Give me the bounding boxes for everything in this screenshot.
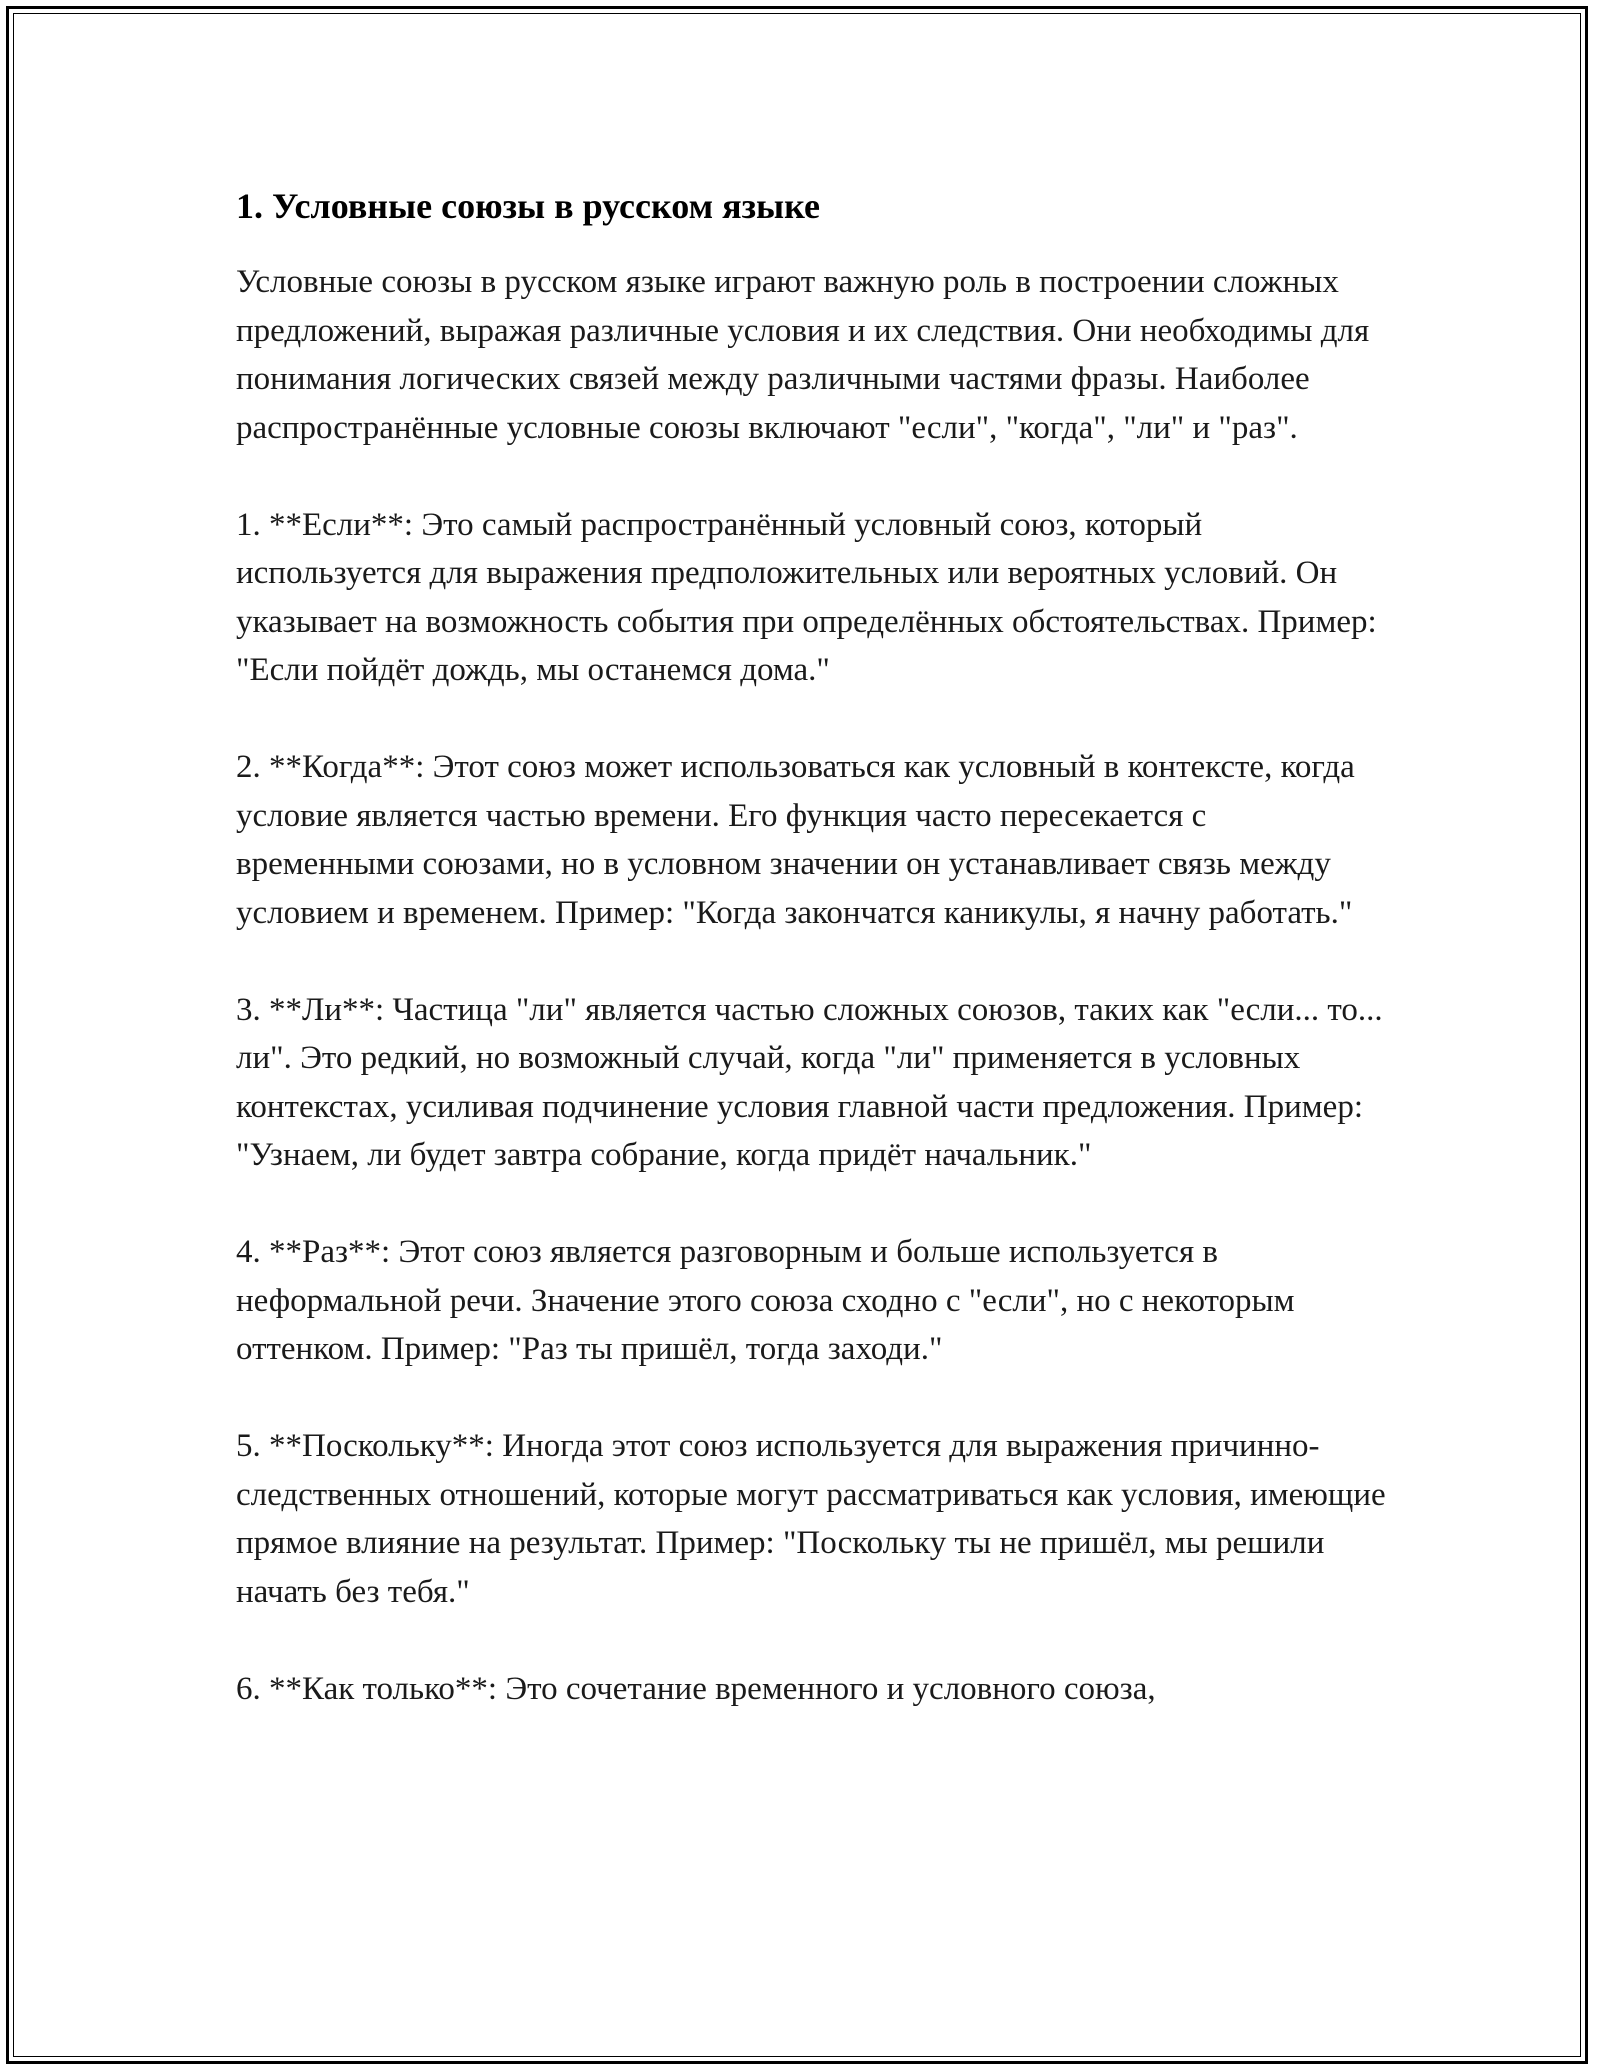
document-body [236,185,1386,1762]
list-item-poskolku: 5. **Поскольку**: Иногда этот союз используется для выражения причинно-следственных отношений, которые могут рассматриваться как условия, имеющие прямое влияние на результат. Пример: "Поскольку ты не пришёл, мы решили начать без тебя." [236,1428,1386,1610]
list-item-kak-tolko: 6. **Как только**: Это сочетание временного и условного союза, [236,1670,1156,1707]
list-item-esli: 1. **Если**: Это самый распространённый условный союз, который используется для выражения предположительных или вероятных условий. Он указывает на возможность события при определённых обстоятельствах. Пример: "Если пойдёт дождь, мы останемся дома." [236,506,1377,689]
intro-paragraph: Условные союзы в русском языке играют важную роль в построении сложных предложений, выражая различные условия и их следствия. Они необходимы для понимания логических связей между различными частями фразы. Наиболее распространённые условные союзы включают "если", "когда", "ли" и "раз". [236,264,1370,446]
list-item-li: 3. **Ли**: Частица "ли" является частью сложных союзов, таких как "если... то... ли". Это редкий, но возможный случай, когда "ли" применяется в условных контекстах, усиливая подчинение условия главной части предложения. Пример: "Узнаем, ли будет завтра собрание, когда придёт начальник." [236,991,1383,1174]
list-item-raz: 4. **Раз**: Этот союз является разговорным и больше используется в неформальной речи. Значение этого союза сходно с "если", но с некоторым оттенком. Пример: "Раз ты пришёл, тогда заходи." [236,1234,1295,1368]
list-item-kogda: 2. **Когда**: Этот союз может использоваться как условный в контексте, когда условие является частью времени. Его функция часто пересекается с временными союзами, но в условном значении он устанавливает связь между условием и временем. Пример: "Когда закончатся каникулы, я начну работать." [236,749,1355,931]
section-heading: 1. Условные союзы в русском языке [236,186,820,226]
